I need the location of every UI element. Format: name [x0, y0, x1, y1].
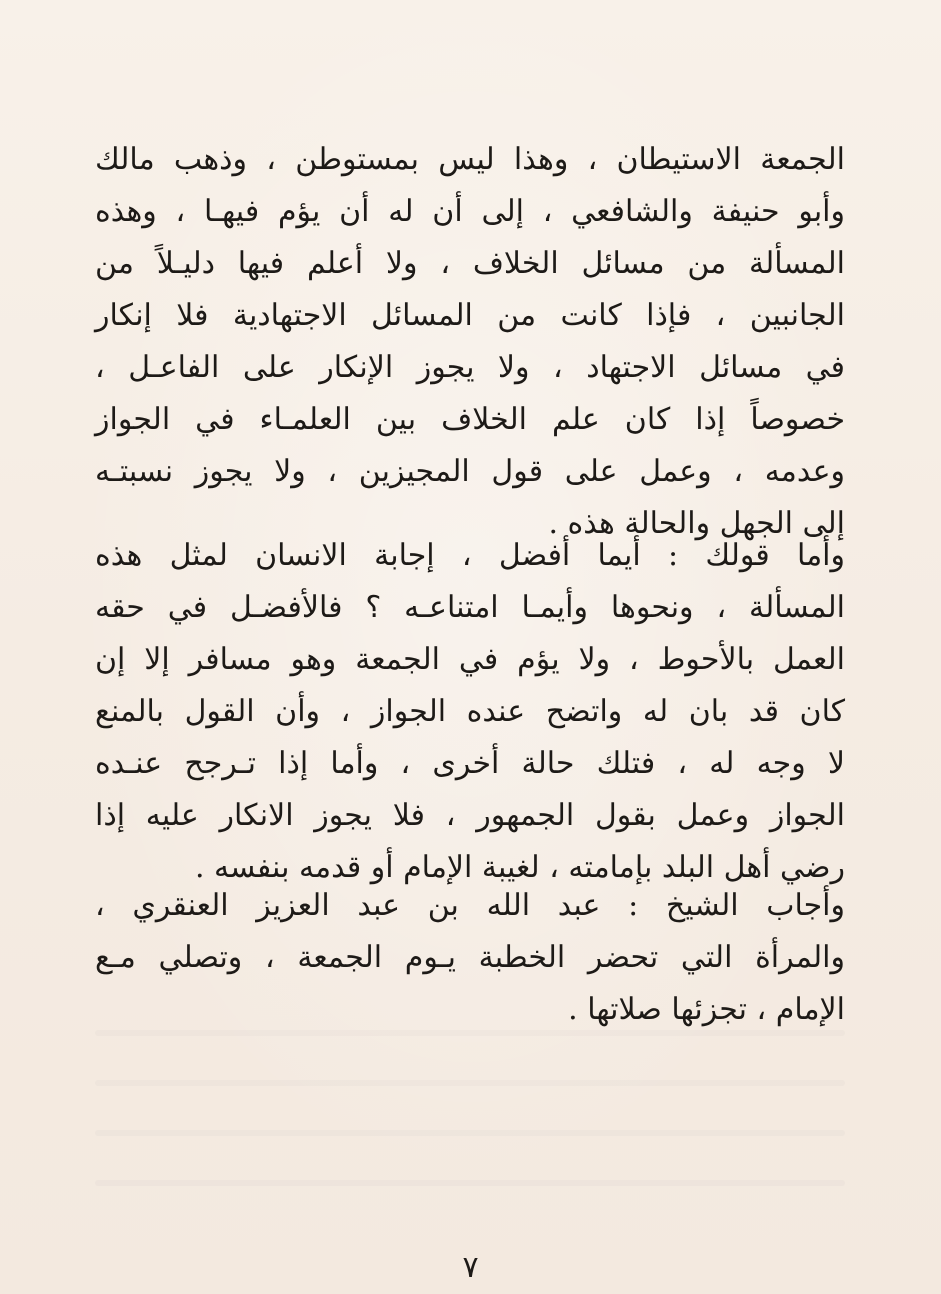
- text-line: خصوصاً إذا كان علم الخلاف بين العلمـاء في الجواز: [95, 402, 845, 437]
- text-line: وأما قولك : أيما أفضل ، إجابة الانسان لمثل هذه: [95, 538, 845, 573]
- text-line: لا وجه له ، فتلك حالة أخرى ، وأما إذا تـرجح عنـده: [95, 746, 846, 781]
- text-line: إلى الجهل والحالة هذه .: [548, 506, 845, 541]
- text-line: وأجاب الشيخ : عبد الله بن عبد العزيز العنقري ،: [95, 888, 845, 923]
- text-line: رضي أهل البلد بإمامته ، لغيبة الإمام أو قدمه بنفسه .: [194, 850, 845, 885]
- text-line: المسألة من مسائل الخلاف ، ولا أعلم فيها دليـلاً من: [95, 246, 845, 281]
- text-line: الجواز وعمل بقول الجمهور ، فلا يجوز الانكار عليه إذا: [95, 798, 845, 833]
- paragraph-3: [95, 880, 845, 1036]
- text-line: كان قد بان له واتضح عنده الجواز ، وأن القول بالمنع: [95, 694, 845, 729]
- text-line: المسألة ، ونحوها وأيمـا امتناعـه ؟ فالأفضـل في حقه: [95, 590, 845, 625]
- text-line: في مسائل الاجتهاد ، ولا يجوز الإنكار على الفاعـل ،: [95, 350, 845, 385]
- show-through-mark: [95, 1080, 845, 1086]
- text-line: الإمام ، تجزئها صلاتها .: [568, 992, 845, 1027]
- text-line: الجمعة الاستيطان ، وهذا ليس بمستوطن ، وذهب مالك: [95, 142, 845, 177]
- text-line: العمل بالأحوط ، ولا يؤم في الجمعة وهو مسافر إلا إن: [95, 642, 845, 677]
- show-through-mark: [95, 1130, 845, 1136]
- text-line: الجانبين ، فإذا كانت من المسائل الاجتهادية فلا إنكار: [95, 298, 845, 333]
- show-through-mark: [95, 1180, 845, 1186]
- text-line: وأبو حنيفة والشافعي ، إلى أن له أن يؤم فيهـا ، وهذه: [95, 194, 845, 229]
- text-line: والمرأة التي تحضر الخطبة يـوم الجمعة ، وتصلي مـع: [95, 940, 845, 975]
- text-line: وعدمه ، وعمل على قول المجيزين ، ولا يجوز نسبتـه: [95, 454, 845, 489]
- paragraph-1: [95, 134, 845, 550]
- paragraph-2: [95, 530, 845, 894]
- page-number: ٧: [462, 1250, 479, 1285]
